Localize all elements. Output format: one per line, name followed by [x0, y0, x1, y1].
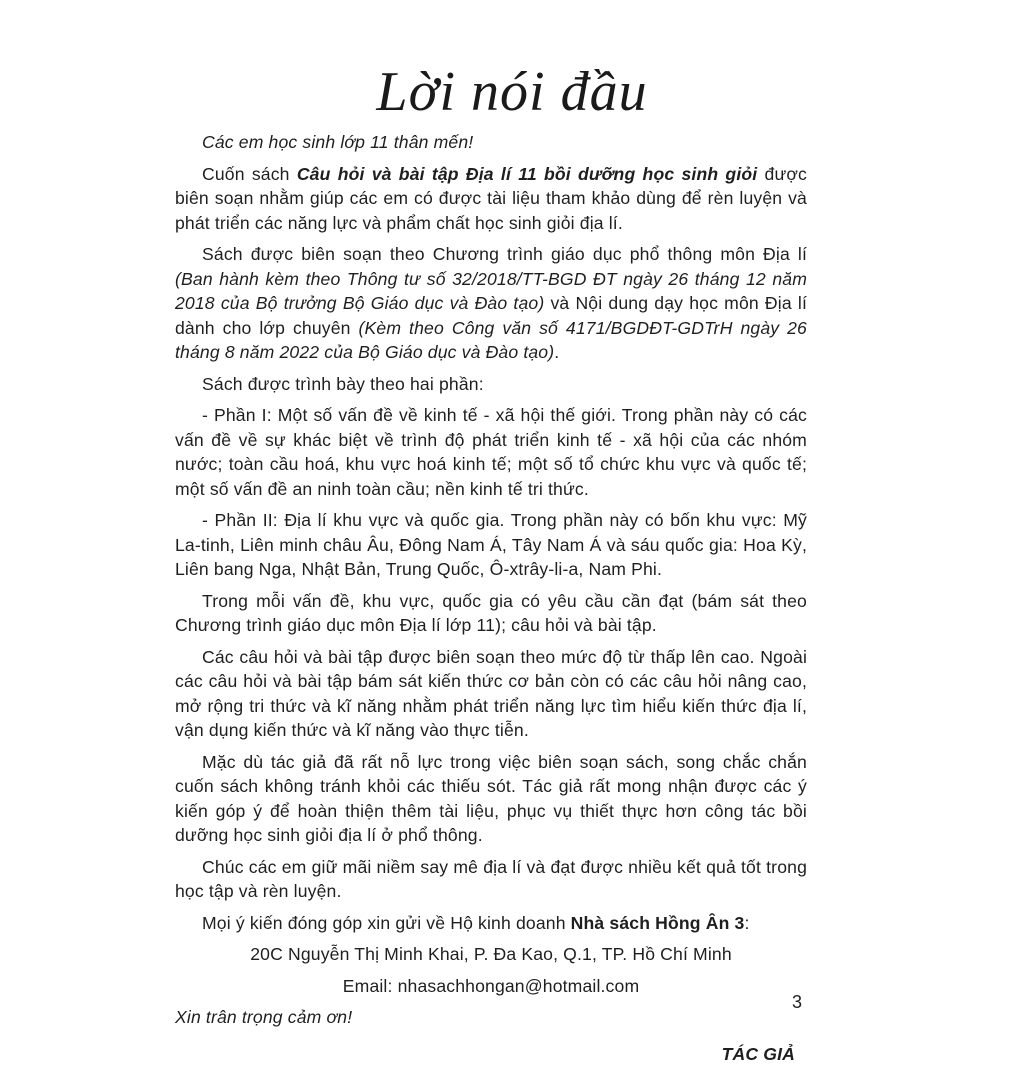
paragraph-wishes: Chúc các em giữ mãi niềm say mê địa lí và đạt được nhiều kết quả tốt trong học tập và rèn luyện.: [175, 856, 807, 901]
preface-body: [175, 130, 807, 1073]
paragraph-part-1: - Phần I: Một số vấn đề về kinh tế - xã hội thế giới. Trong phần này có các vấn đề về sự khác biệt về trình độ phát triển kinh tế - xã hội của các nhóm nước; toàn cầu hoá, khu vực hoá kinh tế; một số tổ chức khu vực và quốc tế; một số vấn đề an ninh toàn cầu; nền kinh tế tri thức.: [175, 405, 807, 499]
paragraph-contact: [175, 911, 807, 936]
book-title: Câu hỏi và bài tập Địa lí 11 bồi dưỡng học sinh giỏi: [296, 163, 758, 184]
paragraph-questions: Các câu hỏi và bài tập được biên soạn theo mức độ từ thấp lên cao. Ngoài các câu hỏi và bài tập bám sát kiến thức cơ bản còn có các câu hỏi nâng cao, mở rộng tri thức và kĩ năng nhằm phát triển năng lực tìm hiểu kiến thức địa lí, vận dụng kiến thức và kĩ năng vào thực tiễn.: [175, 646, 807, 740]
text: :: [744, 912, 750, 933]
paragraph-curriculum: [175, 242, 807, 365]
greeting: Các em học sinh lớp 11 thân mến!: [202, 132, 474, 152]
publisher-name: Nhà sách Hồng Ân 3: [570, 912, 745, 933]
paragraph-requirements: Trong mỗi vấn đề, khu vực, quốc gia có yêu cầu cần đạt (bám sát theo Chương trình giáo dục môn Địa lí lớp 11); câu hỏi và bài tập.: [175, 590, 807, 635]
paragraph-intro: [175, 162, 807, 236]
page-number: 3: [791, 992, 802, 1012]
page-title: Lời nói đầu: [376, 61, 648, 123]
address: 20C Nguyễn Thị Minh Khai, P. Đa Kao, Q.1, TP. Hồ Chí Minh: [250, 944, 732, 964]
text-italic: (Kèm theo Công văn số 4171/BGDĐT-GDTrH ngày 26 tháng 8 năm 2022 của Bộ Giáo dục và Đào tạo): [175, 317, 807, 362]
signature: TÁC GIẢ: [721, 1043, 795, 1064]
paragraph-feedback: Mặc dù tác giả đã rất nỗ lực trong việc biên soạn sách, song chắc chắn cuốn sách không tránh khỏi các thiếu sót. Tác giả rất mong nhận được các ý kiến góp ý để hoàn thiện thêm tài liệu, phục vụ thiết thực hơn công tác bồi dưỡng học sinh giỏi địa lí ở phổ thông.: [175, 751, 807, 845]
text: Mọi ý kiến đóng góp xin gửi về Hộ kinh doanh: [202, 912, 571, 933]
thanks: Xin trân trọng cảm ơn!: [175, 1007, 353, 1027]
text: được biên soạn nhằm giúp các em có được tài liệu tham khảo dùng để rèn luyện và phát triển các năng lực và phẩm chất học sinh giỏi địa lí.: [175, 163, 808, 233]
paragraph-part-2: - Phần II: Địa lí khu vực và quốc gia. Trong phần này có bốn khu vực: Mỹ La-tinh, Liên minh châu Âu, Đông Nam Á, Tây Nam Á và sáu quốc gia: Hoa Kỳ, Liên bang Nga, Nhật Bản, Trung Quốc, Ô-xtrây-li-a, Nam Phi.: [175, 510, 807, 579]
text: .: [554, 342, 560, 362]
email: Email: nhasachhongan@hotmail.com: [342, 975, 640, 996]
text: Cuốn sách: [202, 163, 297, 184]
text: và Nội dung dạy học môn Địa lí dành cho lớp chuyên: [175, 293, 807, 338]
text-italic: (Ban hành kèm theo Thông tư số 32/2018/TT-BGD ĐT ngày 26 tháng 12 năm 2018 của Bộ trưởng Bộ Giáo dục và Đào tạo): [175, 268, 807, 313]
paragraph-structure: Sách được trình bày theo hai phần:: [202, 373, 484, 394]
text: Sách được biên soạn theo Chương trình giáo dục phổ thông môn Địa lí: [202, 244, 807, 264]
